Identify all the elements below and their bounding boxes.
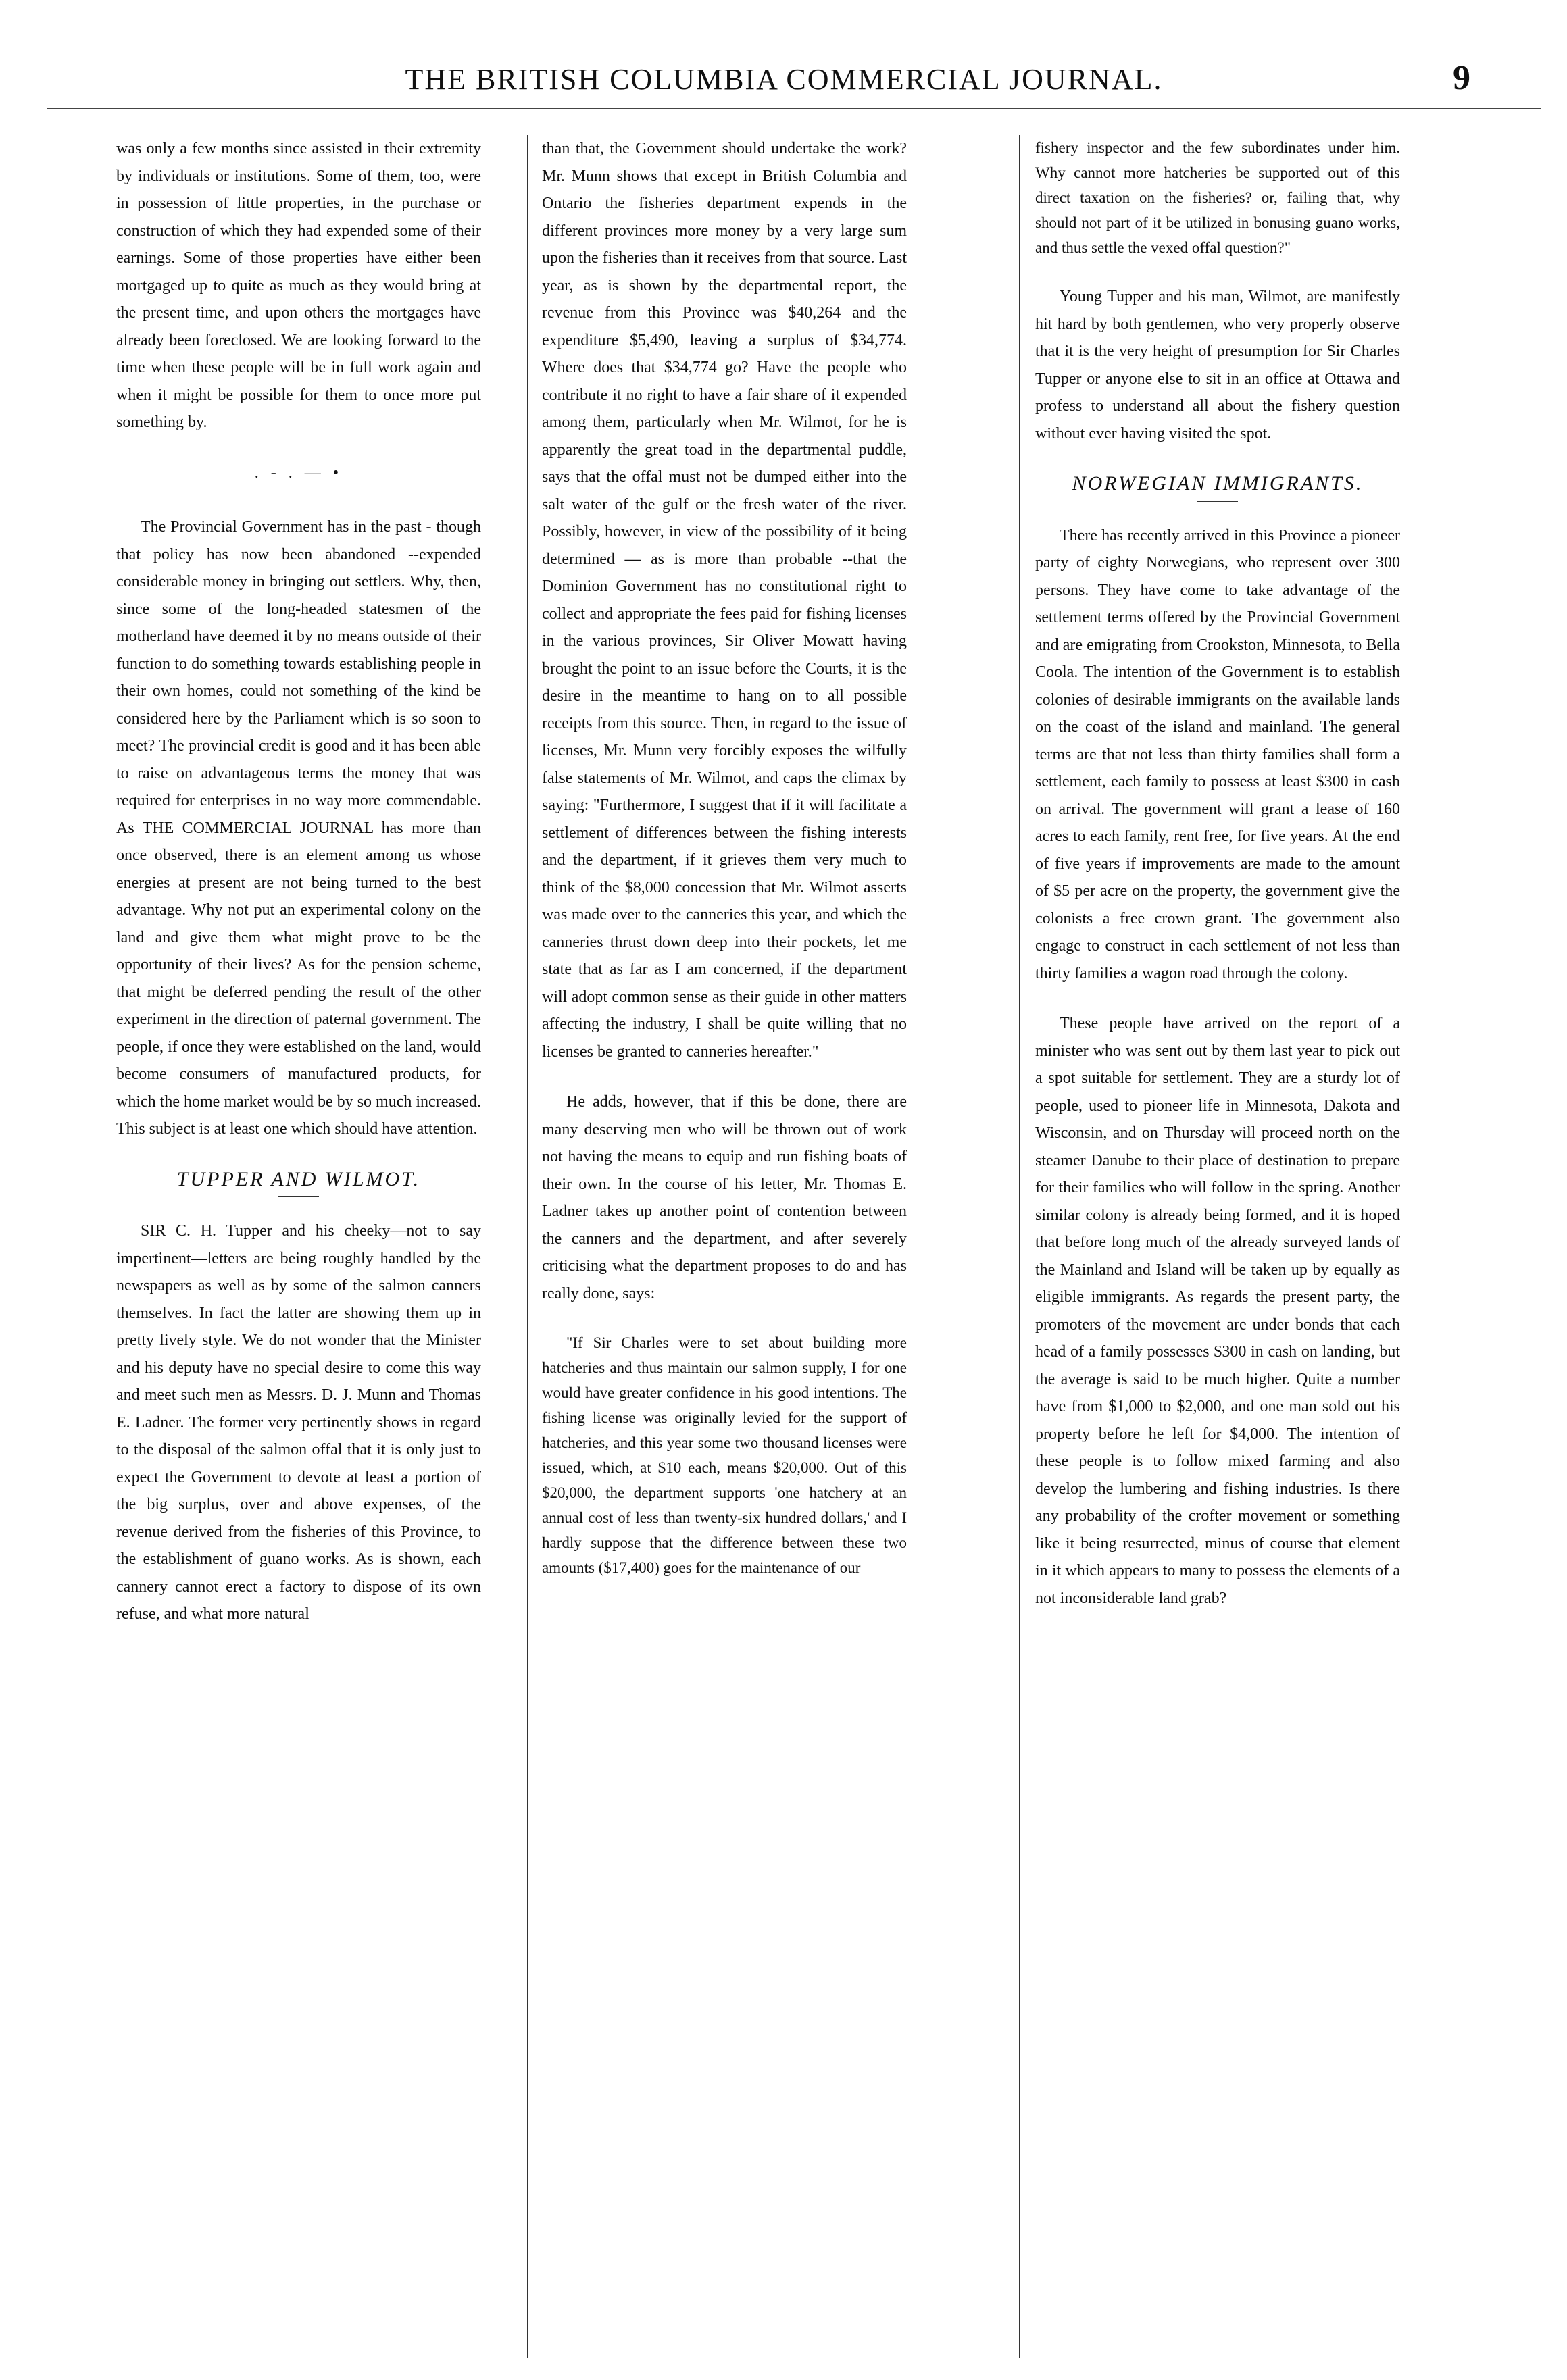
paragraph: Young Tupper and his man, Wilmot, are manifestly hit hard by both gentlemen, who very properly observe that it is the very height of presumption for Sir Charles Tupper or anyone else to sit in an office at Ottawa and profess to understand all about the fishery question without ever having visited the spot. [1035,288,1400,442]
heading-rule [1197,501,1238,502]
paragraph: than that, the Government should undertake the work? Mr. Munn shows that except in British Columbia and Ontario the fisheries department expends in the different provinces more money by a very large sum upon the fisheries than it receives from that source. Last year, as is shown by the departmental report, the revenue from this Province was $40,264 and the expenditure $5,490, leaving a surplus of $34,774. Where does that $34,774 go? Have the people who contribute it no right to have a fair share of it expended among them, particularly when Mr. Wilmot, for he is apparently the great toad in the departmental puddle, says that the offal must not be dumped either into the salt water of the gulf or the fresh water of the river. Possibly, however, in view of the possibility of it being determined — as is more than probable --that the Dominion Government has no constitutional right to collect and appropriate the fees paid for fishing licenses in the various provinces, Sir Oliver Mowatt having brought the point to an issue before the Courts, it is the desire in the meantime to hang on to all possible receipts from this source. Then, in regard to the issue of licenses, Mr. Munn very forcibly exposes the wilfully false statements of Mr. Wilmot, and caps the climax by saying: "Furthermore, I suggest that if it will facilitate a settlement of differences between the fishing interests and the department, if it grieves them very much to think of the $8,000 concession that Mr. Wilmot asserts was made over to the canneries this year, and which the canneries thrust down deep into their pockets, let me state that as far as I am concerned, if the department will adopt common sense as their guide in other matters affecting the industry, I shall be quite willing that no licenses be granted to canneries hereafter." [542,140,907,1061]
paragraph: The Provincial Government has in the past - though that policy has now been abandoned --expended considerable money in bringing out settlers. Why, then, since some of the long-headed statesmen of the motherland have deemed it by no means outside of their function to do something towards establishing people in their own homes, could not something of the kind be considered here by the Parliament which is so soon to meet? The provincial credit is good and it has been able to raise on advantageous terms the money that was required for enterprises in no way more commendable. As THE COMMERCIAL JOURNAL has more than once observed, there is an element among us whose energies at present are not being turned to the best advantage. Why not put an experimental colony on the land and give them what might prove to be the opportunity of their lives? As for the pension scheme, that might be deferred pending the result of the other experiment in the direction of paternal government. The people, if once they were established on the land, would become consumers of manufactured products, for which the home market would be by so much increased. This subject is at least one which should have attention. [116,518,481,1138]
section-separator: . - . — • [254,463,343,482]
column-divider [527,135,528,2358]
column-left [116,135,481,2358]
masthead-title: THE BRITISH COLUMBIA COMMERCIAL JOURNAL. [405,63,1163,96]
article-heading-norwegian-immigrants: NORWEGIAN IMMIGRANTS. [1072,472,1364,495]
header-rule [47,108,1541,109]
column-right [1035,135,1400,2358]
paragraph: These people have arrived on the report of a minister who was sent out by them last year to pick out a spot suitable for settlement. They are a sturdy lot of people, used to pioneer life in Minnesota, Dakota and Wisconsin, and on Thursday will proceed north on the steamer Danube to their place of destination to prepare for their families who will follow in the spring. Another similar colony is already being formed, and it is hoped that before long much of the already surveyed lands of the Mainland and Island will be taken up by equally as eligible immigrants. As regards the present party, the promoters of the movement are under bonds that each head of a family possesses $300 in cash on landing, but the average is said to be much higher. Quite a number have from $1,000 to $2,000, and one man sold out his property before he left for $4,000. The intention of these people is to follow mixed farming and also develop the lumbering and fishing industries. Is there any probability of the crofter movement or something like it being resurrected, minus of course that element in it which appears to many to possess the elements of a not inconsiderable land grab? [1035,1015,1400,1607]
quoted-paragraph: "If Sir Charles were to set about building more hatcheries and thus maintain our salmon supply, I for one would have greater confidence in his good intentions. The fishing license was originally levied for the support of hatcheries, and this year some two thousand licenses were issued, which, at $10 each, means $20,000. Out of this $20,000, the department supports 'one hatchery at an annual cost of less than twenty-six hundred dollars,' and I hardly suppose that the difference between these two amounts ($17,400) goes for the maintenance of our [542,1334,907,1576]
paragraph: He adds, however, that if this be done, there are many deserving men who will be thrown out of work not having the means to equip and run fishing boats of their own. In the course of his letter, Mr. Thomas E. Ladner takes up another point of contention between the canners and the department, and after severely criticising what the department proposes to do and has really done, says: [542,1093,907,1302]
paragraph: SIR C. H. Tupper and his cheeky—not to say impertinent—letters are being roughly handled by the newspapers as well as by some of the salmon canners themselves. In fact the latter are showing them up in pretty lively style. We do not wonder that the Minister and his deputy have no special desire to come this way and meet such men as Messrs. D. J. Munn and Thomas E. Ladner. The former very pertinently shows in regard to the disposal of the salmon offal that it is only just to expect the Government to devote at least a portion of the big surplus, over and above expenses, of the revenue derived from the fisheries of this Province, to the establishment of guano works. As is shown, each cannery cannot erect a factory to dispose of its own refuse, and what more natural [116,1222,481,1623]
column-middle [542,135,907,2358]
page-number: 9 [1453,59,1470,97]
article-heading-tupper-wilmot: TUPPER AND WILMOT. [176,1167,421,1190]
paragraph: was only a few months since assisted in their extremity by individuals or institutions. Some of them, too, were in possession of little properties, in the purchase or construction of which they had expended some of their earnings. Some of those properties have either been mortgaged up to quite as much as they would bring at the present time, and upon others the mortgages have already been foreclosed. We are looking forward to the time when these people will be in full work again and when it might be possible for them to once more put something by. [116,140,481,431]
column-divider [1019,135,1020,2358]
paragraph: There has recently arrived in this Province a pioneer party of eighty Norwegians, who represent over 300 persons. They have come to take advantage of the settlement terms offered by the Provincial Government and are emigrating from Crookston, Minnesota, to Bella Coola. The intention of the Government is to establish colonies of desirable immigrants on the available lands on the coast of the island and mainland. The general terms are that not less than thirty families shall form a settlement, each family to possess at least $300 in cash on arrival. The government will grant a lease of 160 acres to each family, rent free, for five years. At the end of five years if improvements are made to the amount of $5 per acre on the property, the government give the colonists a free crown grant. The government also engage to construct in each settlement of not less than thirty families a wagon road through the colony. [1035,526,1400,982]
heading-rule [278,1196,319,1197]
paragraph: fishery inspector and the few subordinates under him. Why cannot more hatcheries be supported out of this direct taxation on the fisheries? or, failing that, why should not part of it be utilized in bonusing guano works, and thus settle the vexed offal question?" [1035,139,1400,256]
